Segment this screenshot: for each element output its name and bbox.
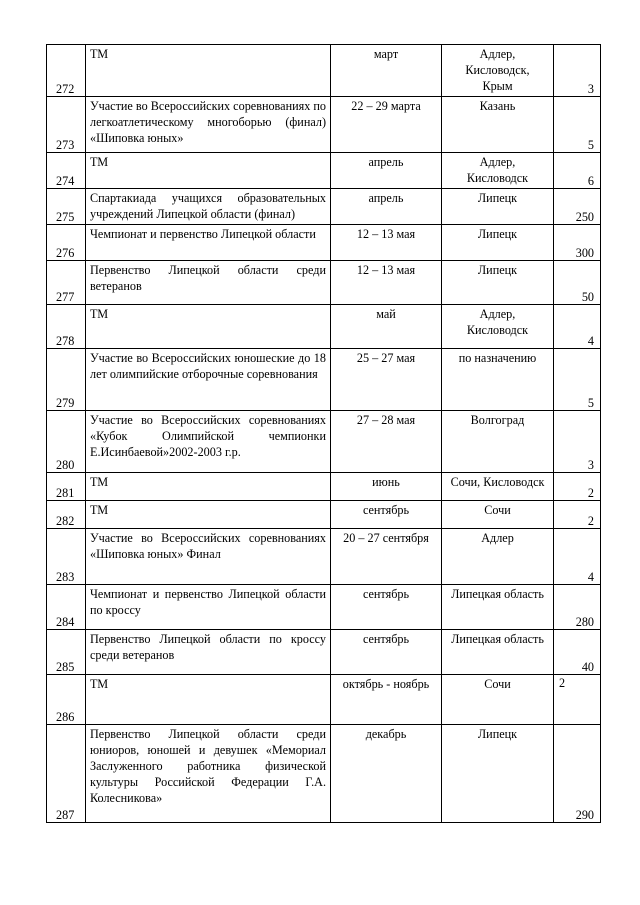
participant-count-cell [554, 585, 601, 630]
event-date-cell [331, 675, 442, 725]
participant-count: 5 [587, 396, 594, 410]
event-date-cell [331, 585, 442, 630]
event-name-cell [86, 349, 331, 411]
participant-count: 300 [575, 246, 594, 260]
row-number-cell [47, 529, 86, 585]
event-place: Липецкая область [451, 587, 544, 601]
row-number: 272 [56, 82, 75, 96]
row-number-cell [47, 349, 86, 411]
row-number: 283 [56, 570, 75, 584]
row-number: 284 [56, 615, 75, 629]
event-name: Участие во Всероссийских соревнованиях «Кубок Олимпийской чемпионки Е.Исинбаевой»2002-2003 г.р. [90, 413, 326, 459]
event-date: 22 – 29 марта [351, 99, 421, 113]
event-place-cell [442, 630, 554, 675]
event-date-cell [331, 45, 442, 97]
event-date: март [373, 47, 399, 61]
row-number-cell [47, 97, 86, 153]
row-number-cell [47, 411, 86, 473]
event-name: Участие во Всероссийских юношеские до 18 лет олимпийские отборочные соревнования [90, 351, 326, 381]
table-row [47, 411, 601, 473]
table-row [47, 473, 601, 501]
event-date: декабрь [365, 727, 407, 741]
table-row [47, 585, 601, 630]
schedule-body [47, 45, 601, 823]
participant-count: 40 [581, 660, 594, 674]
row-number: 277 [56, 290, 75, 304]
event-name: ТМ [90, 475, 109, 489]
row-number-cell [47, 675, 86, 725]
event-name-cell [86, 725, 331, 823]
row-number: 280 [56, 458, 75, 472]
event-name: Первенство Липецкой области среди юниоров, юношей и девушек «Мемориал Заслуженного работника физической культуры Российской Федерации Г.А. Колесникова» [90, 727, 326, 805]
event-date: 25 – 27 мая [356, 351, 416, 365]
row-number: 276 [56, 246, 75, 260]
event-place-cell [442, 411, 554, 473]
row-number: 279 [56, 396, 75, 410]
event-date-cell [331, 473, 442, 501]
event-date: 27 – 28 мая [356, 413, 416, 427]
event-name-cell [86, 305, 331, 349]
row-number-cell [47, 225, 86, 261]
table-row [47, 45, 601, 97]
event-name-cell [86, 225, 331, 261]
participant-count-cell [554, 305, 601, 349]
event-date-cell [331, 501, 442, 529]
event-name-cell [86, 529, 331, 585]
event-date: апрель [368, 191, 404, 205]
participant-count: 3 [587, 82, 594, 96]
event-name: ТМ [90, 307, 109, 321]
row-number: 274 [56, 174, 75, 188]
event-name-cell [86, 630, 331, 675]
event-date-cell [331, 411, 442, 473]
event-place-cell [442, 225, 554, 261]
row-number-cell [47, 585, 86, 630]
event-place: Адлер, Кисловодск, Крым [465, 47, 530, 93]
event-date-cell [331, 529, 442, 585]
participant-count-cell [554, 97, 601, 153]
event-date: май [376, 307, 396, 321]
table-row [47, 305, 601, 349]
row-number-cell [47, 45, 86, 97]
row-number: 286 [56, 710, 75, 724]
participant-count-cell [554, 225, 601, 261]
event-name: ТМ [90, 677, 109, 691]
event-name: Первенство Липецкой области по кроссу среди ветеранов [90, 632, 326, 662]
row-number: 282 [56, 514, 75, 528]
table-row [47, 501, 601, 529]
event-name-cell [86, 153, 331, 189]
event-date-cell [331, 97, 442, 153]
event-name: ТМ [90, 503, 109, 517]
event-name-cell [86, 189, 331, 225]
row-number-cell [47, 153, 86, 189]
table-row [47, 529, 601, 585]
event-name: Спартакиада учащихся образовательных учреждений Липецкой области (финал) [90, 191, 326, 221]
event-place-cell [442, 189, 554, 225]
table-row [47, 349, 601, 411]
event-date: июнь [372, 475, 400, 489]
participant-count: 2 [559, 676, 566, 690]
event-name: ТМ [90, 155, 109, 169]
event-date: сентябрь [362, 587, 410, 601]
table-row [47, 153, 601, 189]
event-name: Участие во Всероссийских соревнованиях «Шиповка юных» Финал [90, 531, 326, 561]
event-place-cell [442, 45, 554, 97]
event-name-cell [86, 411, 331, 473]
participant-count-cell [554, 473, 601, 501]
event-place-cell [442, 585, 554, 630]
event-place-cell [442, 305, 554, 349]
participant-count-cell [554, 45, 601, 97]
event-date: сентябрь [362, 503, 410, 517]
event-place: Липецк [477, 191, 518, 205]
row-number-cell [47, 725, 86, 823]
event-place: Сочи, Кисловодск [450, 475, 545, 489]
participant-count-cell [554, 630, 601, 675]
event-place: Липецкая область [451, 632, 544, 646]
event-place: Волгоград [470, 413, 525, 427]
participant-count-cell [554, 153, 601, 189]
event-place: Липецк [477, 227, 518, 241]
participant-count: 2 [587, 486, 594, 500]
event-date-cell [331, 305, 442, 349]
event-name-cell [86, 585, 331, 630]
participant-count-cell [554, 411, 601, 473]
row-number-cell [47, 473, 86, 501]
event-place-cell [442, 153, 554, 189]
event-name-cell [86, 675, 331, 725]
schedule-table [46, 44, 601, 823]
event-name: ТМ [90, 47, 109, 61]
participant-count: 2 [587, 514, 594, 528]
event-place-cell [442, 261, 554, 305]
event-name: Участие во Всероссийских соревнованиях по легкоатлетическому многоборью (финал) «Шиповка юных» [90, 99, 326, 145]
event-place: по назначению [458, 351, 537, 365]
event-place: Адлер, Кисловодск [466, 307, 529, 337]
table-row [47, 97, 601, 153]
row-number-cell [47, 261, 86, 305]
participant-count-cell [554, 501, 601, 529]
event-place: Сочи [484, 503, 511, 517]
event-place: Адлер, Кисловодск [466, 155, 529, 185]
participant-count-cell [554, 261, 601, 305]
participant-count: 3 [587, 458, 594, 472]
row-number: 287 [56, 808, 75, 822]
row-number: 281 [56, 486, 75, 500]
event-date-cell [331, 725, 442, 823]
event-name-cell [86, 97, 331, 153]
table-row [47, 630, 601, 675]
event-date: апрель [368, 155, 404, 169]
event-date: 12 – 13 мая [356, 263, 416, 277]
event-place-cell [442, 725, 554, 823]
participant-count-cell [554, 675, 601, 725]
event-place: Адлер [481, 531, 514, 545]
event-name: Чемпионат и первенство Липецкой области [90, 227, 316, 241]
row-number-cell [47, 501, 86, 529]
participant-count-cell [554, 189, 601, 225]
participant-count-cell [554, 529, 601, 585]
table-row [47, 261, 601, 305]
event-name-cell [86, 473, 331, 501]
row-number-cell [47, 305, 86, 349]
row-number: 273 [56, 138, 75, 152]
table-row [47, 189, 601, 225]
event-place-cell [442, 529, 554, 585]
event-place: Сочи [484, 677, 511, 691]
participant-count: 250 [575, 210, 594, 224]
event-date-cell [331, 630, 442, 675]
event-date: октябрь - ноябрь [342, 677, 430, 691]
participant-count: 5 [587, 138, 594, 152]
event-date: сентябрь [362, 632, 410, 646]
event-date-cell [331, 153, 442, 189]
event-place: Липецк [477, 727, 518, 741]
event-place-cell [442, 501, 554, 529]
participant-count: 50 [581, 290, 594, 304]
row-number-cell [47, 189, 86, 225]
participant-count: 4 [587, 570, 594, 584]
event-place: Казань [479, 99, 516, 113]
row-number: 275 [56, 210, 75, 224]
row-number-cell [47, 630, 86, 675]
row-number: 278 [56, 334, 75, 348]
participant-count: 6 [587, 174, 594, 188]
event-date-cell [331, 225, 442, 261]
event-name: Первенство Липецкой области среди ветеранов [90, 263, 326, 293]
participant-count-cell [554, 349, 601, 411]
participant-count: 280 [575, 615, 594, 629]
event-place-cell [442, 675, 554, 725]
table-row [47, 725, 601, 823]
event-date-cell [331, 349, 442, 411]
event-date-cell [331, 189, 442, 225]
event-date: 20 – 27 сентября [343, 531, 429, 545]
event-name-cell [86, 261, 331, 305]
event-name-cell [86, 45, 331, 97]
event-place: Липецк [477, 263, 518, 277]
table-row [47, 675, 601, 725]
event-place-cell [442, 97, 554, 153]
participant-count-cell [554, 725, 601, 823]
event-place-cell [442, 349, 554, 411]
table-row [47, 225, 601, 261]
row-number: 285 [56, 660, 75, 674]
event-date: 12 – 13 мая [356, 227, 416, 241]
participant-count: 290 [575, 808, 594, 822]
event-date-cell [331, 261, 442, 305]
event-place-cell [442, 473, 554, 501]
event-name: Чемпионат и первенство Липецкой области по кроссу [90, 587, 326, 617]
event-name-cell [86, 501, 331, 529]
participant-count: 4 [587, 334, 594, 348]
